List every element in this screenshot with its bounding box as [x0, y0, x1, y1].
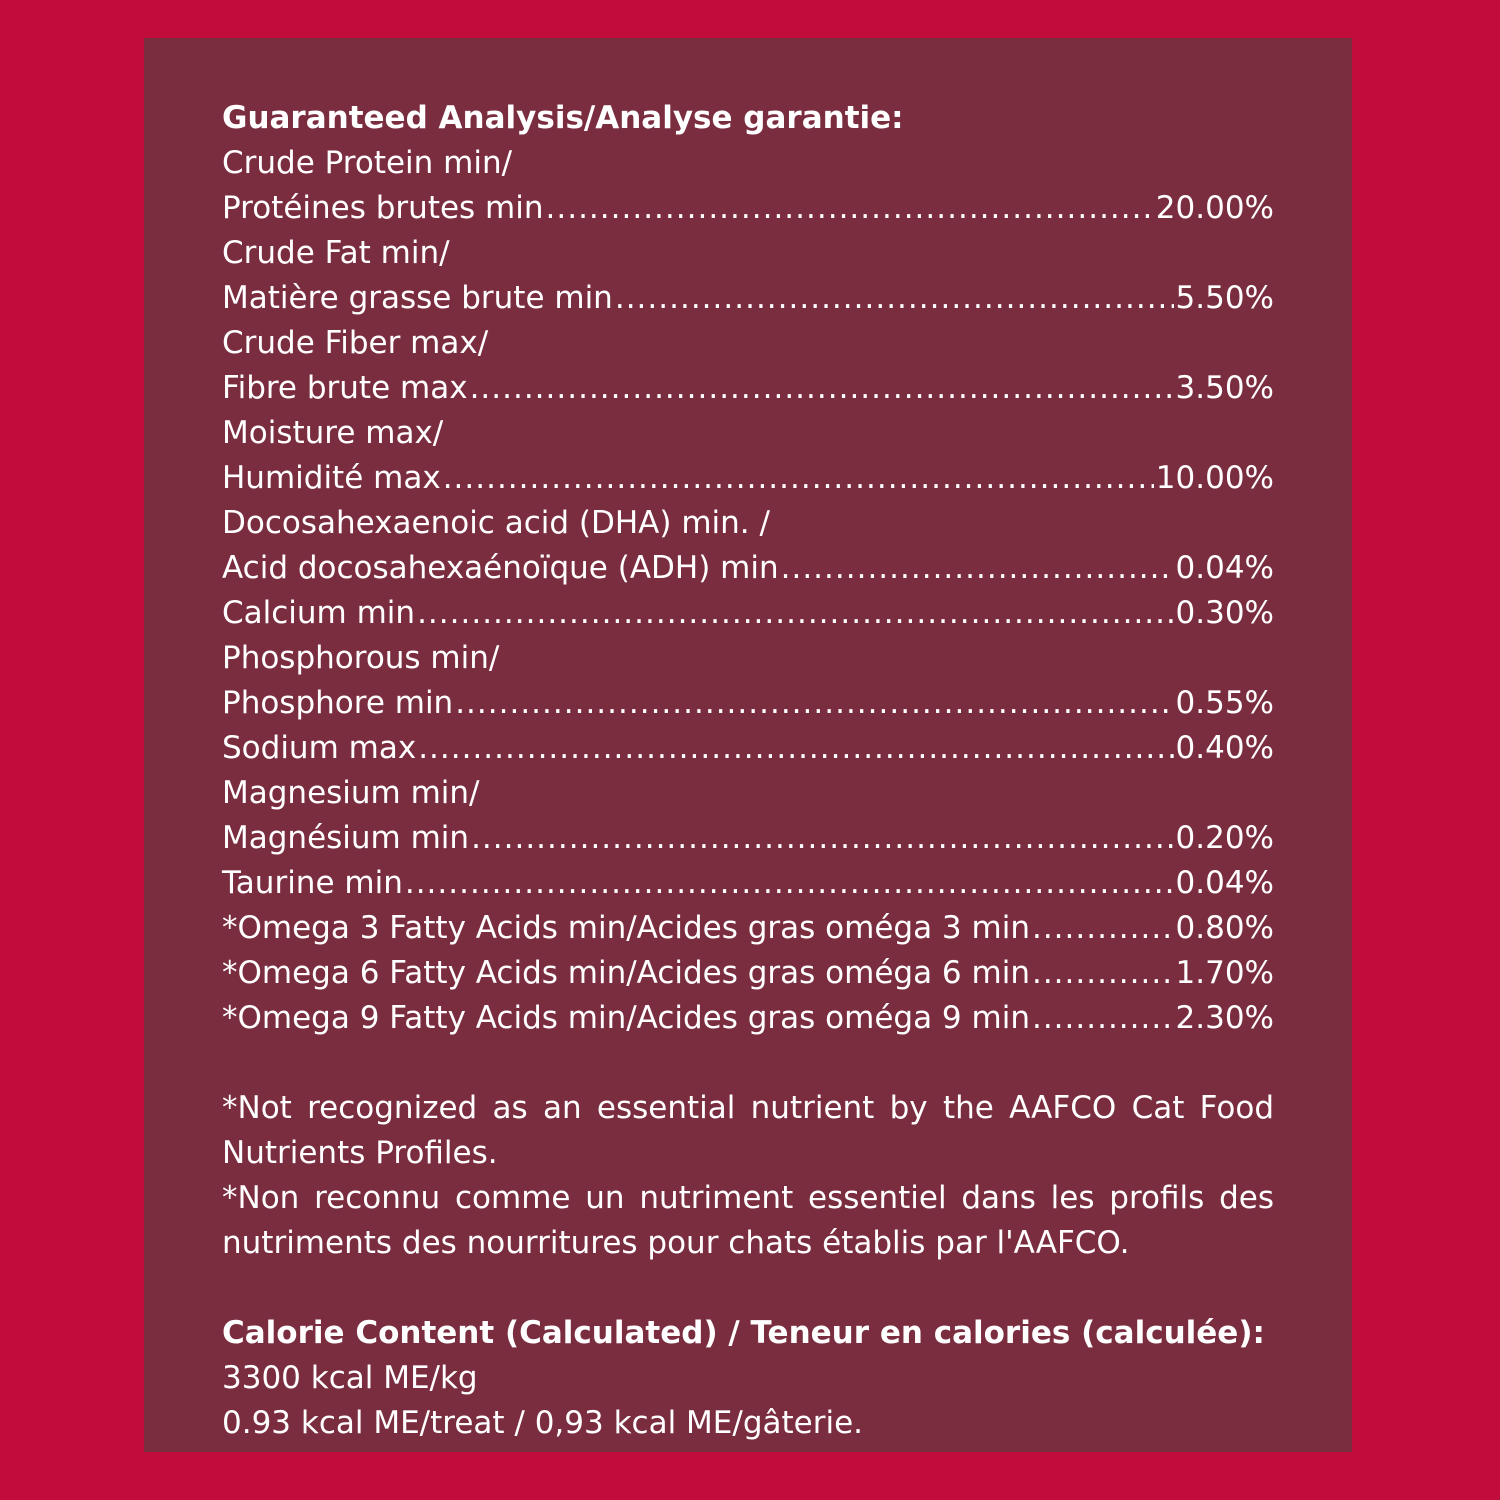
- analysis-name: *Omega 9 Fatty Acids min/Acides gras oméga 9 min: [222, 1000, 1030, 1036]
- dot-leader: [417, 591, 1173, 636]
- analysis-row: [222, 366, 1274, 411]
- analysis-name: Calcium min: [222, 595, 416, 631]
- dot-leader: [443, 456, 1154, 501]
- analysis-lead: Phosphorous min/: [222, 640, 500, 676]
- dot-leader: [1032, 951, 1174, 996]
- analysis-name: Protéines brutes min: [222, 190, 544, 226]
- analysis-row: [222, 276, 1274, 321]
- dot-leader: [546, 186, 1154, 231]
- dot-leader: [615, 276, 1174, 321]
- footnotes: [222, 1086, 1274, 1266]
- analysis-value: 0.20%: [1175, 820, 1274, 856]
- analysis-value: 0.55%: [1175, 685, 1274, 721]
- spacer: [222, 1266, 1274, 1311]
- analysis-name: Phosphore min: [222, 685, 454, 721]
- analysis-name: Magnésium min: [222, 820, 470, 856]
- analysis-lead: Magnesium min/: [222, 775, 480, 811]
- dot-leader: [1032, 906, 1174, 951]
- analysis-row: [222, 186, 1274, 231]
- calorie-per-kg: 3300 kcal ME/kg: [222, 1360, 478, 1396]
- dot-leader: [405, 861, 1174, 906]
- analysis-value: 0.80%: [1175, 910, 1274, 946]
- analysis-name: *Omega 6 Fatty Acids min/Acides gras oméga 6 min: [222, 955, 1030, 991]
- analysis-row: [222, 681, 1274, 726]
- analysis-title: Guaranteed Analysis/Analyse garantie:: [222, 100, 904, 136]
- analysis-value: 0.40%: [1175, 730, 1274, 766]
- calorie-title: Calorie Content (Calculated) / Teneur en calories (calculée):: [222, 1315, 1265, 1351]
- analysis-value: 20.00%: [1155, 190, 1274, 226]
- dot-leader: [418, 726, 1173, 771]
- analysis-value: 1.70%: [1175, 955, 1274, 991]
- calorie-per-treat: 0.93 kcal ME/treat / 0,93 kcal ME/gâterie.: [222, 1405, 864, 1441]
- analysis-row: [222, 456, 1274, 501]
- analysis-row: [222, 816, 1274, 861]
- dot-leader: [781, 546, 1174, 591]
- analysis-value: 0.04%: [1175, 550, 1274, 586]
- analysis-row: [222, 906, 1274, 951]
- analysis-row: [222, 591, 1274, 636]
- analysis-name: Sodium max: [222, 730, 417, 766]
- analysis-name: Humidité max: [222, 460, 441, 496]
- footnote-english: *Not recognized as an essential nutrient by the AAFCO Cat Food Nutrients Profiles.: [222, 1090, 1274, 1171]
- dot-leader: [455, 681, 1173, 726]
- analysis-value: 3.50%: [1175, 370, 1274, 406]
- analysis-lead: Docosahexaenoic acid (DHA) min. /: [222, 505, 770, 541]
- analysis-list: [222, 141, 1274, 1041]
- analysis-lead: Moisture max/: [222, 415, 444, 451]
- panel-content: [222, 96, 1274, 1446]
- analysis-name: Acid docosahexaénoïque (ADH) min: [222, 550, 779, 586]
- analysis-value: 5.50%: [1175, 280, 1274, 316]
- analysis-lead: Crude Fat min/: [222, 235, 450, 271]
- analysis-value: 0.30%: [1175, 595, 1274, 631]
- analysis-name: *Omega 3 Fatty Acids min/Acides gras oméga 3 min: [222, 910, 1030, 946]
- dot-leader: [470, 366, 1174, 411]
- spacer: [222, 1041, 1274, 1086]
- analysis-row: [222, 726, 1274, 771]
- guaranteed-analysis-panel: [144, 38, 1352, 1452]
- analysis-name: Fibre brute max: [222, 370, 468, 406]
- analysis-row: [222, 546, 1274, 591]
- analysis-row: [222, 951, 1274, 996]
- analysis-value: 2.30%: [1175, 1000, 1274, 1036]
- analysis-lead: Crude Fiber max/: [222, 325, 489, 361]
- footnote-french: *Non reconnu comme un nutriment essentiel dans les profils des nutriments des nourritures pour chats établis par l'AAFCO.: [222, 1180, 1274, 1261]
- analysis-value: 0.04%: [1175, 865, 1274, 901]
- dot-leader: [471, 816, 1173, 861]
- analysis-row: [222, 996, 1274, 1041]
- dot-leader: [1032, 996, 1174, 1041]
- analysis-name: Taurine min: [222, 865, 403, 901]
- analysis-row: [222, 861, 1274, 906]
- analysis-name: Matière grasse brute min: [222, 280, 613, 316]
- analysis-value: 10.00%: [1155, 460, 1274, 496]
- analysis-lead: Crude Protein min/: [222, 145, 513, 181]
